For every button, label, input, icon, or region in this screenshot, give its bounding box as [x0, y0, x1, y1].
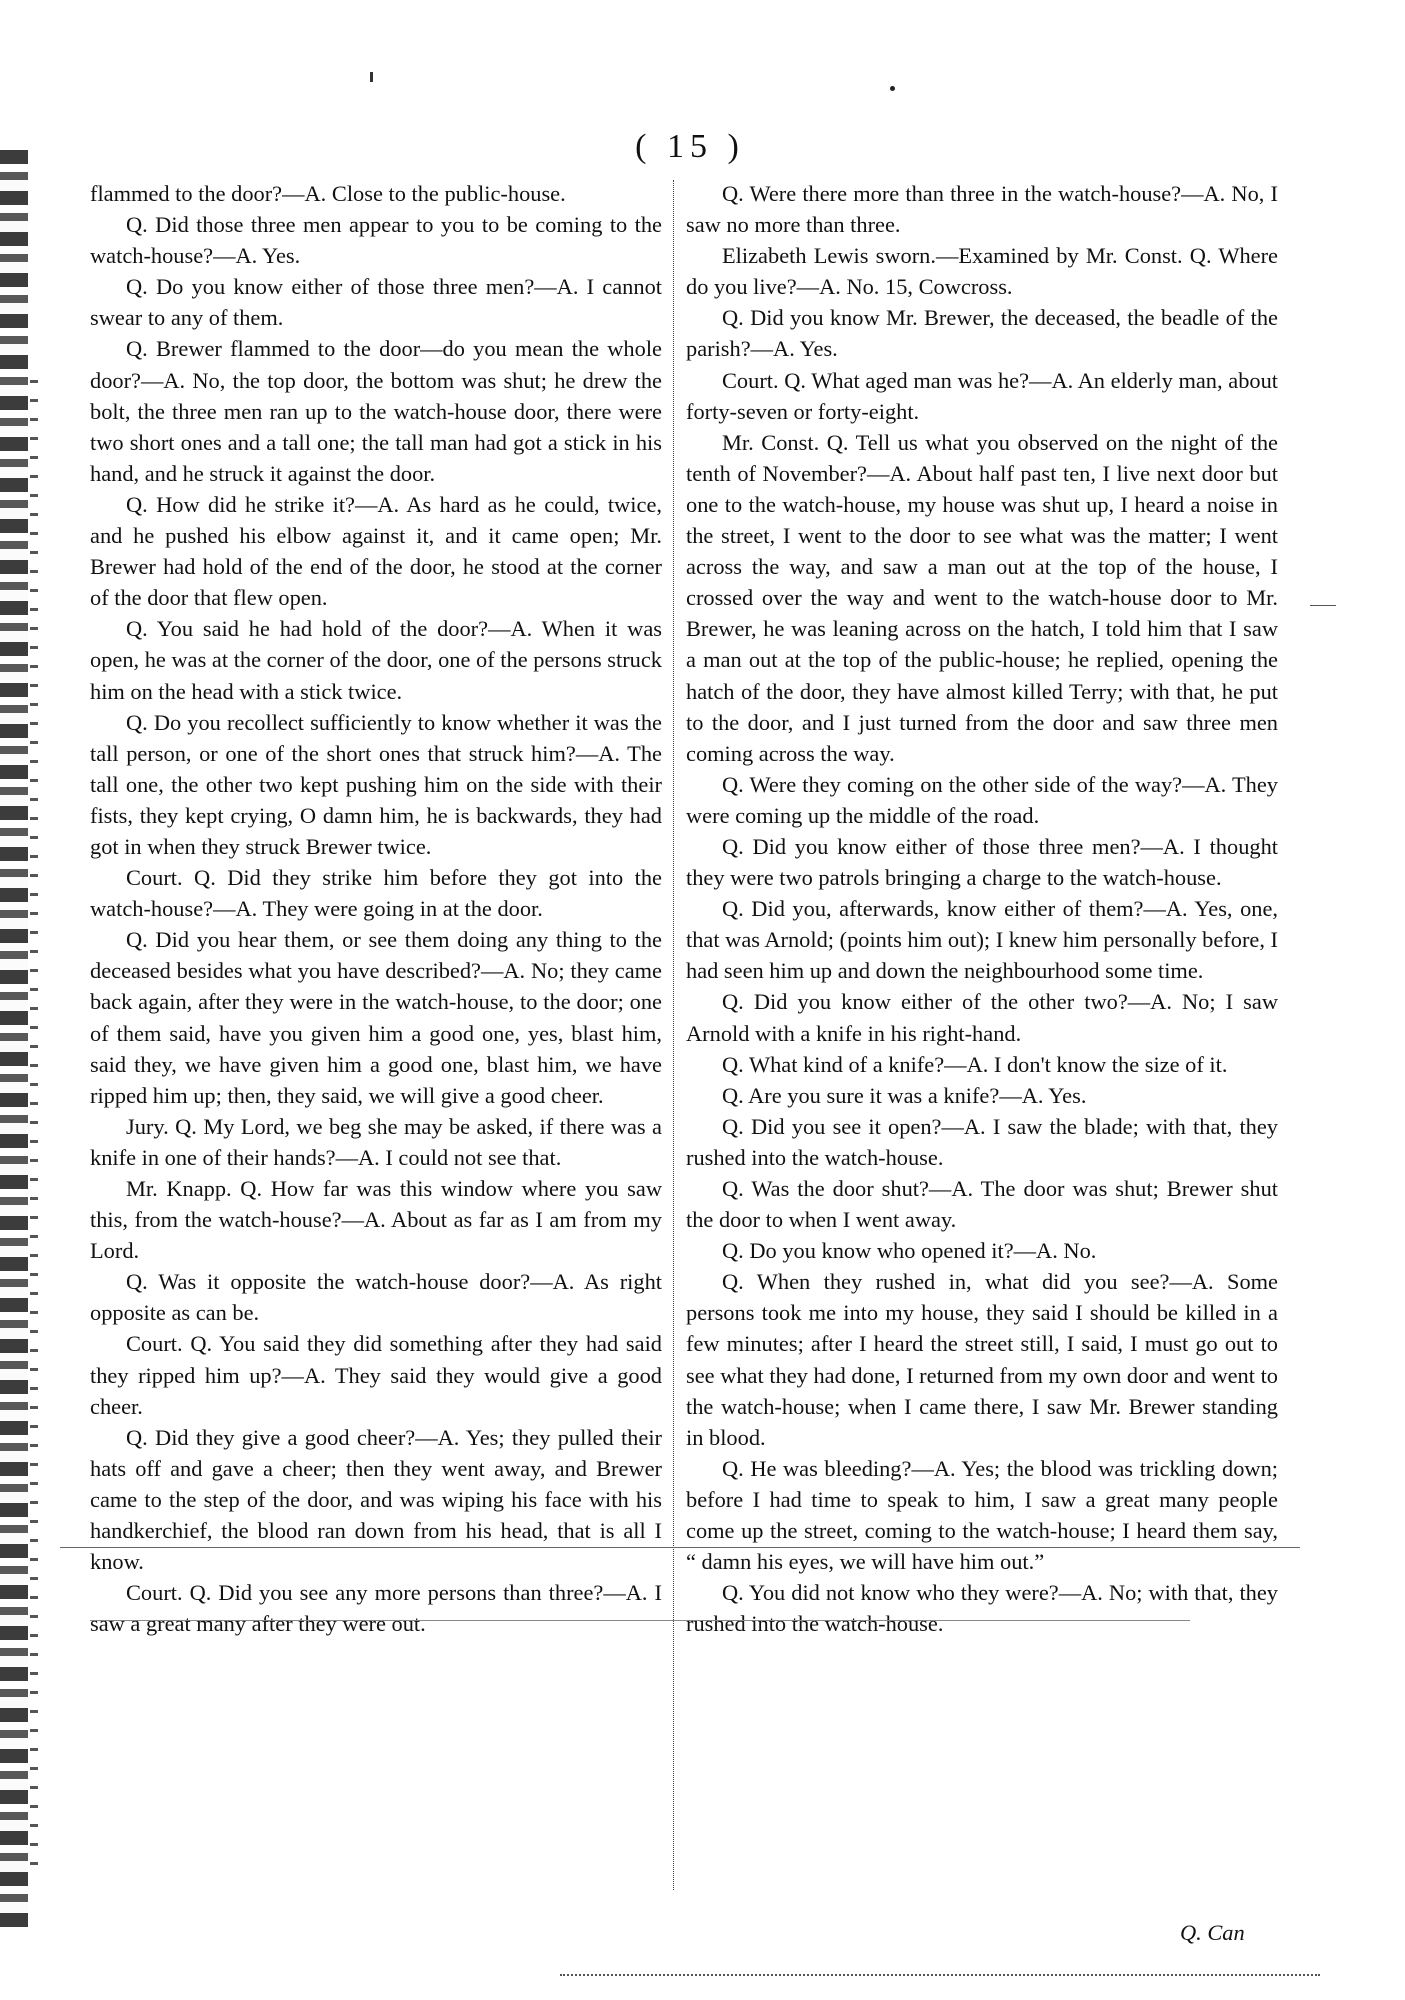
- paragraph: Mr. Knapp. Q. How far was this window where you saw this, from the watch-house?—A. About as far as I am from my Lord.: [90, 1176, 662, 1264]
- page-number: ( 15 ): [635, 128, 745, 165]
- left-text-column: [90, 178, 662, 1639]
- margin-mark: [1310, 605, 1336, 606]
- paragraph: Q. Was the door shut?—A. The door was shut; Brewer shut the door to when I went away.: [686, 1176, 1278, 1233]
- paragraph: Q. Do you recollect sufficiently to know whether it was the tall person, or one of the short ones that struck him?—A. The tall one, the other two kept pushing him on the side with their fists, they kept crying, O damn him, he is backwards, they had got in when they struck Brewer twice.: [90, 709, 662, 859]
- paragraph: Q. Did you hear them, or see them doing any thing to the deceased besides what you have described?—A. No; they came back again, after they were in the watch-house, to the door; one of them said, have you given him a good one, yes, blast him, said they, we have given him a good one, blast him, we have ripped him up; then, they said, we will give a good cheer.: [90, 927, 662, 1108]
- bottom-edge-dots: [560, 1974, 1320, 1976]
- catchword: Q. Can: [1180, 1920, 1245, 1945]
- paragraph: Q. Are you sure it was a knife?—A. Yes.: [722, 1082, 1087, 1108]
- paragraph: Q. You did not know who they were?—A. No; with that, they rushed into the watch-house.: [686, 1580, 1278, 1637]
- right-text-column: [686, 178, 1278, 1639]
- paragraph: Q. How did he strike it?—A. As hard as he could, twice, and he pushed his elbow against it, and it came open; Mr. Brewer had hold of the end of the door, he stood at the corner of the door that flew open.: [90, 491, 662, 611]
- scan-rule-line: [90, 1620, 1190, 1621]
- paragraph: Q. Do you know who opened it?—A. No.: [722, 1238, 1097, 1264]
- paragraph: flammed to the door?—A. Close to the public-house.: [90, 181, 566, 206]
- paragraph: Mr. Const. Q. Tell us what you observed on the night of the tenth of November?—A. About half past ten, I live next door but one to the watch-house, my house was shut up, I heard a noise in the street, I went to the door to see what was the matter; I went across the way, and saw a man out at the top of the house, I crossed over the way and went to the watch-house door to Mr. Brewer, he was leaning across on the hatch, I told him that I saw a man out at the top of the public-house; he replied, opening the hatch of the door, they have almost killed Terry; with that, he put to the door, and I just turned from the door and saw three men coming across the way.: [686, 429, 1278, 766]
- column-divider: [673, 180, 674, 1890]
- paragraph: Elizabeth Lewis sworn.—Examined by Mr. Const. Q. Where do you live?—A. No. 15, Cowcross.: [686, 243, 1278, 300]
- paragraph: Q. What kind of a knife?—A. I don't know the size of it.: [722, 1051, 1228, 1077]
- page-binding-shadow: [30, 380, 38, 1880]
- scan-rule-line: [60, 1547, 1300, 1548]
- ink-speck: [370, 72, 373, 82]
- paragraph: Q. Did they give a good cheer?—A. Yes; they pulled their hats off and gave a cheer; then they went away, and Brewer came to the step of the door, and was wiping his face with his handkerchief, the blood ran down from his head, that is all I know.: [90, 1424, 662, 1575]
- paragraph: Q. You said he had hold of the door?—A. When it was open, he was at the corner of the door, one of the persons struck him on the head with a stick twice.: [90, 616, 662, 704]
- paragraph: Court. Q. Did you see any more persons than three?—A. I saw a great many after they were out.: [90, 1580, 662, 1637]
- page-binding-edge: [0, 150, 28, 1930]
- paragraph: Q. Was it opposite the watch-house door?—A. As right opposite as can be.: [90, 1269, 662, 1326]
- paragraph: Jury. Q. My Lord, we beg she may be asked, if there was a knife in one of their hands?—A. I could not see that.: [90, 1113, 662, 1170]
- paragraph: Q. He was bleeding?—A. Yes; the blood was trickling down; before I had time to speak to him, I saw a great many people come up the street, coming to the watch-house; I heard them say, “ damn his eyes, we will have him out.”: [686, 1455, 1278, 1575]
- paragraph: Q. Did you know either of the other two?—A. No; I saw Arnold with a knife in his right-hand.: [686, 989, 1278, 1046]
- paragraph: Q. Were there more than three in the watch-house?—A. No, I saw no more than three.: [686, 181, 1278, 238]
- paragraph: Q. Did those three men appear to you to be coming to the watch-house?—A. Yes.: [90, 212, 662, 269]
- paragraph: Q. Did you, afterwards, know either of them?—A. Yes, one, that was Arnold; (points him out); I knew him personally before, I had seen him up and down the neighbourhood some time.: [686, 896, 1278, 984]
- paragraph: Q. Did you know either of those three men?—A. I thought they were two patrols bringing a charge to the watch-house.: [686, 833, 1278, 891]
- paragraph: Q. Do you know either of those three men?—A. I cannot swear to any of them.: [90, 274, 662, 331]
- paragraph: Court. Q. Did they strike him before they got into the watch-house?—A. They were going in at the door.: [90, 865, 662, 922]
- paragraph: Q. Were they coming on the other side of the way?—A. They were coming up the middle of the road.: [686, 771, 1278, 828]
- ink-speck: [890, 86, 895, 91]
- paragraph: Q. Brewer flammed to the door—do you mean the whole door?—A. No, the top door, the bottom was shut; he drew the bolt, the three men ran up to the watch-house door, there were two short ones and a tall one; the tall man had got a stick in his hand, and he struck it against the door.: [90, 336, 662, 486]
- paragraph: Q. When they rushed in, what did you see?—A. Some persons took me into my house, they said I should be killed in a few minutes; after I heard the street still, I said, I must go out to see what they had done, I returned from my own door and went to the watch-house; when I came there, I saw Mr. Brewer standing in blood.: [686, 1269, 1278, 1450]
- paragraph: Court. Q. You said they did something after they had said they ripped him up?—A. They said they would give a good cheer.: [90, 1331, 662, 1419]
- paragraph: Q. Did you know Mr. Brewer, the deceased, the beadle of the parish?—A. Yes.: [686, 305, 1278, 362]
- paragraph: Q. Did you see it open?—A. I saw the blade; with that, they rushed into the watch-house.: [686, 1113, 1278, 1170]
- paragraph: Court. Q. What aged man was he?—A. An elderly man, about forty-seven or forty-eight.: [686, 367, 1278, 424]
